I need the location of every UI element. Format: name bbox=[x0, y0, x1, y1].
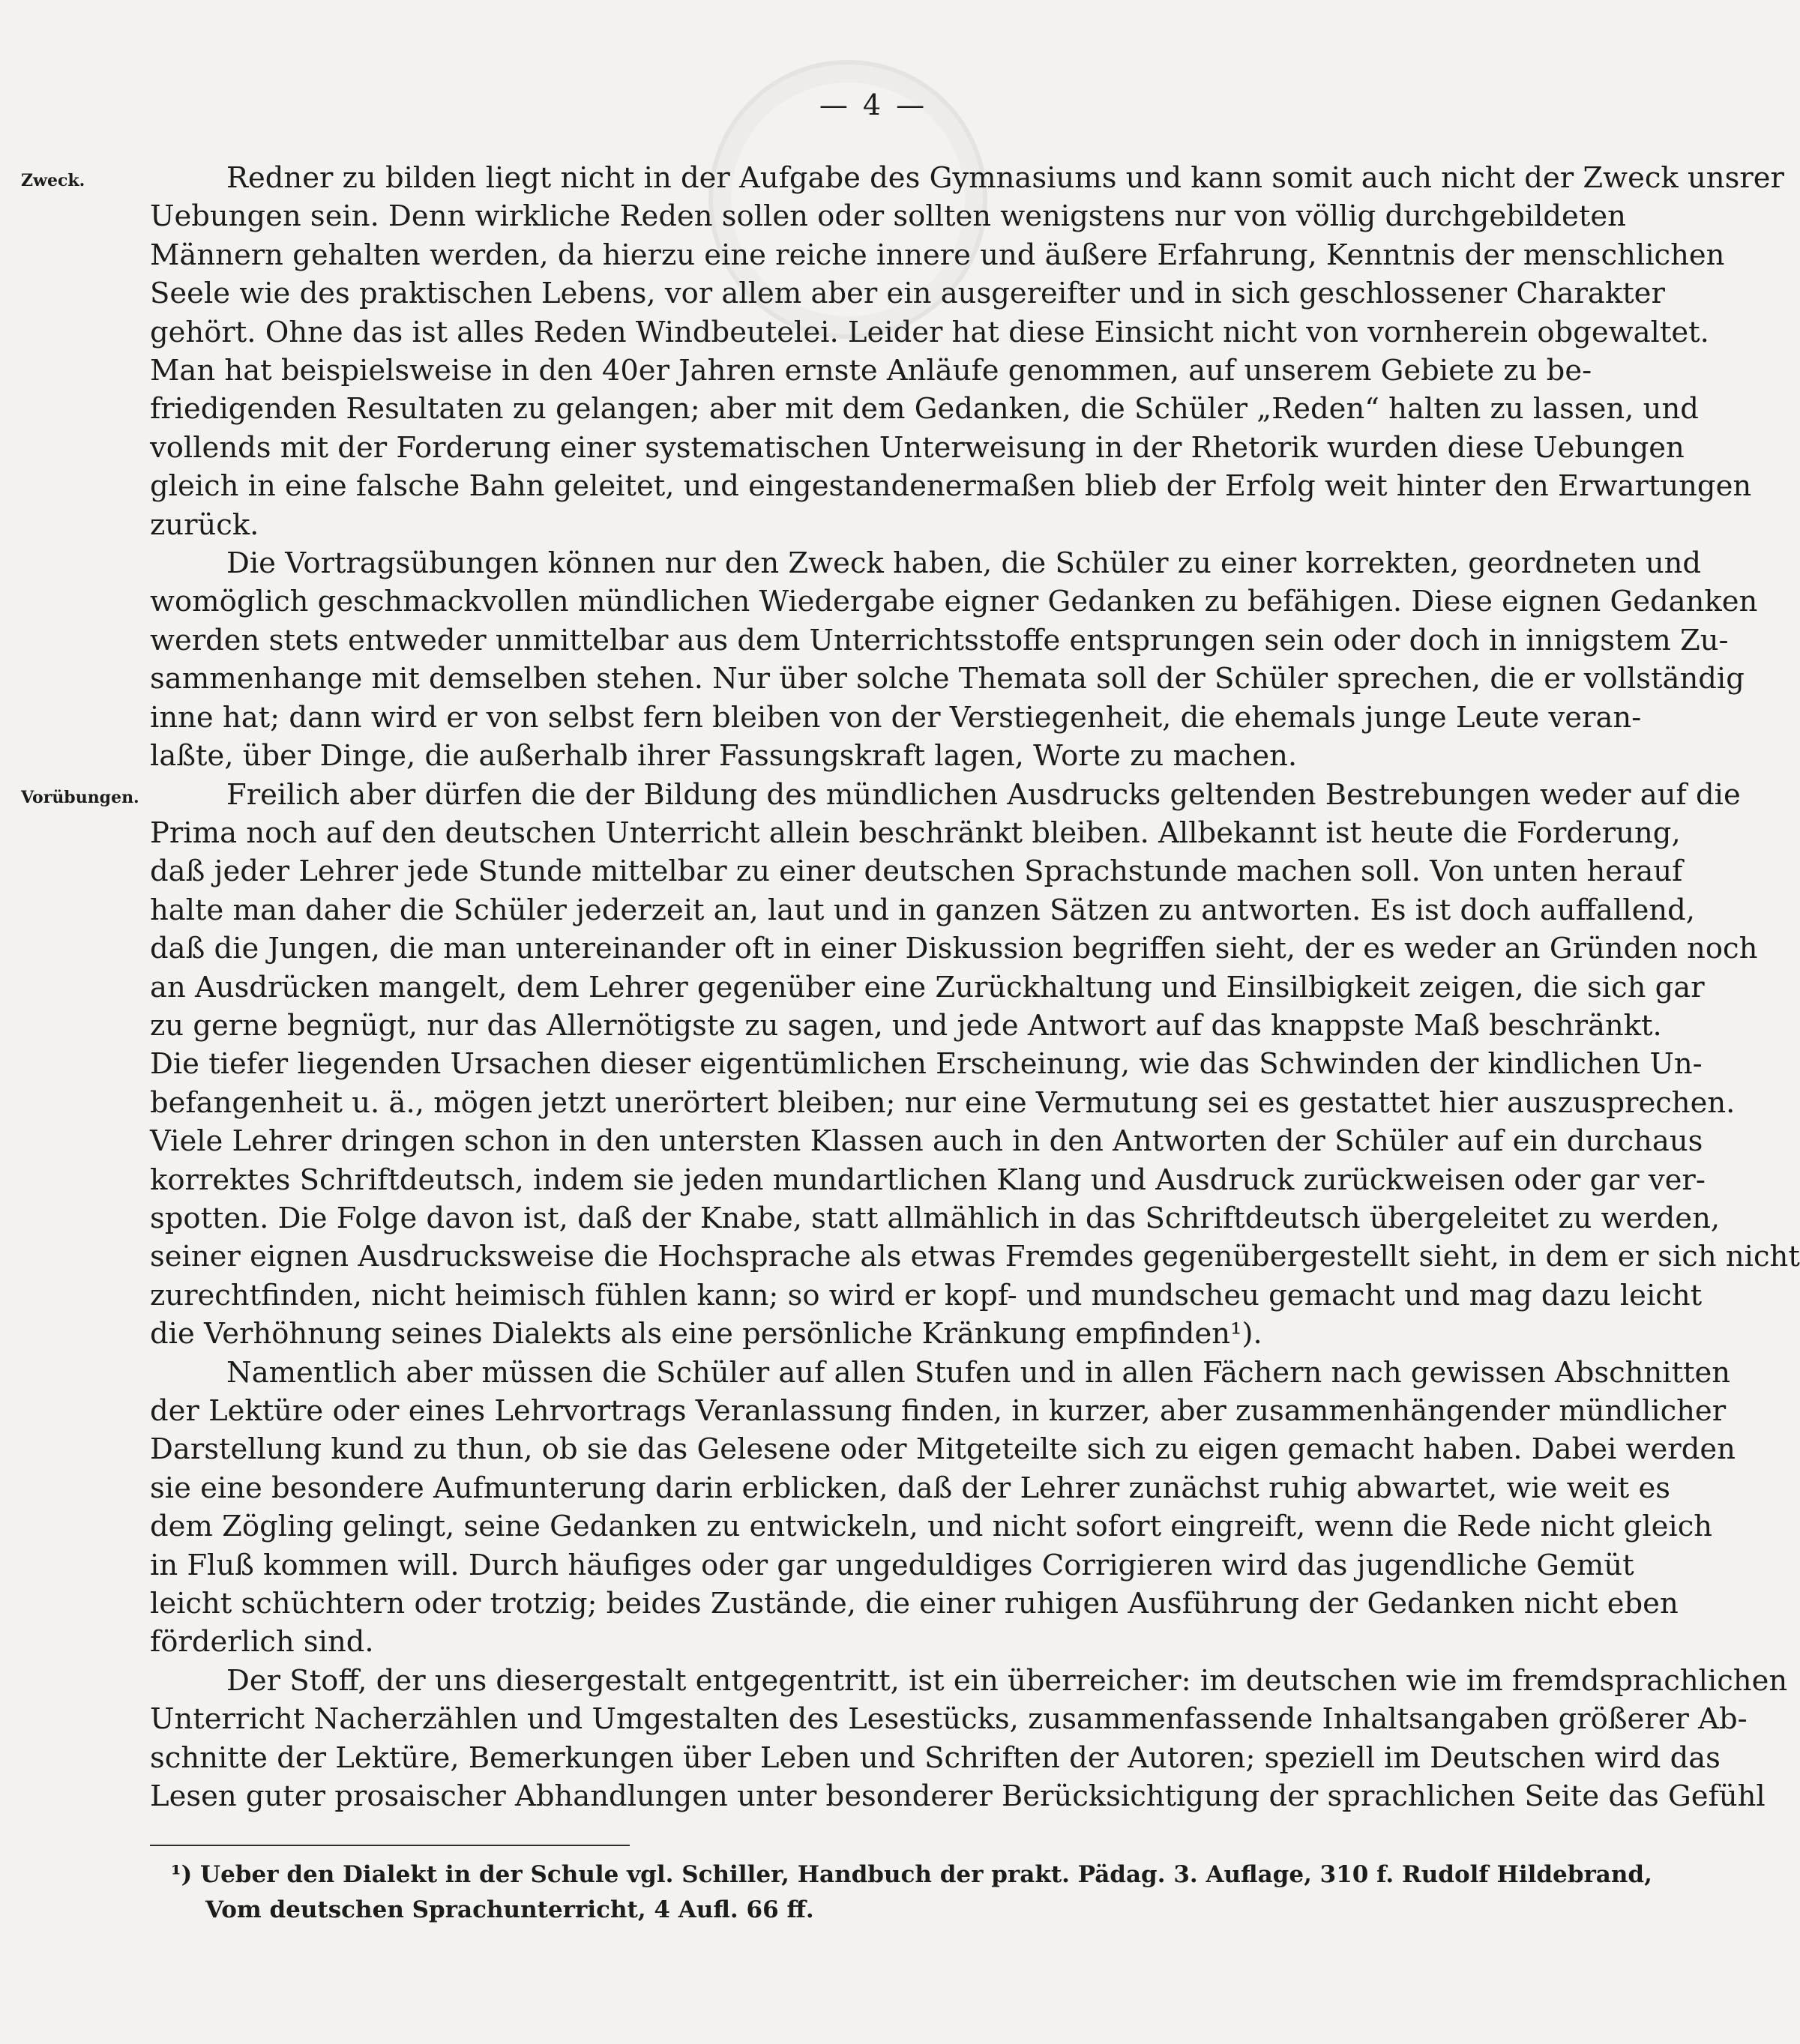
text-line: die Verhöhnung seines Dialekts als eine persönliche Kränkung empfinden¹). bbox=[150, 1317, 1262, 1351]
text-line: zu gerne begnügt, nur das Allernötigste zu sagen, und jede Antwort auf das knappste Maß beschränkt. bbox=[150, 1008, 1662, 1043]
text-line: zurechtfinden, nicht heimisch fühlen kann; so wird er kopf- und mundscheu gemacht und mag dazu leicht bbox=[150, 1278, 1703, 1312]
paragraph bbox=[150, 1662, 1788, 1816]
text-line: daß die Jungen, die man untereinander oft in einer Diskussion begriffen sieht, der es weder an Gründen noch bbox=[150, 932, 1758, 966]
text-line: an Ausdrücken mangelt, dem Lehrer gegenüber eine Zurückhaltung und Einsilbigkeit zeigen, die sich gar bbox=[150, 970, 1705, 1004]
margin-note-zweck: Zweck. bbox=[21, 171, 85, 190]
text-line: Viele Lehrer dringen schon in den untersten Klassen auch in den Antworten der Schüler auf ein durchaus bbox=[150, 1124, 1703, 1159]
text-line: friedigenden Resultaten zu gelangen; aber mit dem Gedanken, die Schüler „Reden“ halten zu lassen, und bbox=[150, 392, 1699, 426]
text-line: gehört. Ohne das ist alles Reden Windbeutelei. Leider hat diese Einsicht nicht von vornherein obgewaltet. bbox=[150, 315, 1709, 349]
text-line: leicht schüchtern oder trotzig; beides Zustände, die einer ruhigen Ausführung der Gedanken nicht eben bbox=[150, 1587, 1679, 1621]
text-line: Uebungen sein. Denn wirkliche Reden sollen oder sollten wenigstens nur von völlig durchgebildeten bbox=[150, 199, 1626, 234]
footnote bbox=[171, 1857, 1652, 1928]
text-line: laßte, über Dinge, die außerhalb ihrer Fassungskraft lagen, Worte zu machen. bbox=[150, 739, 1298, 774]
text-line: womöglich geschmackvollen mündlichen Wiedergabe eigner Gedanken zu befähigen. Diese eignen Gedanken bbox=[150, 585, 1758, 619]
text-line: sie eine besondere Aufmunterung darin erblicken, daß der Lehrer zunächst ruhig abwartet, wie weit es bbox=[150, 1471, 1671, 1505]
text-line: Die tiefer liegenden Ursachen dieser eigentümlichen Erscheinung, wie das Schwinden der kindlichen Un- bbox=[150, 1047, 1703, 1082]
footnote-rule bbox=[150, 1845, 630, 1846]
footnote-line: ¹) Ueber den Dialekt in der Schule vgl. Schiller, Handbuch der prakt. Pädag. 3. Auflage, 310 f. Rudolf Hildebrand, bbox=[171, 1861, 1652, 1888]
text-line: Namentlich aber müssen die Schüler auf allen Stufen und in allen Fächern nach gewissen Abschnitten bbox=[226, 1355, 1731, 1390]
text-line: Unterricht Nacherzählen und Umgestalten des Lesestücks, zusammenfassende Inhaltsangaben größerer Ab- bbox=[150, 1702, 1748, 1737]
text-line: Darstellung kund zu thun, ob sie das Gelesene oder Mitgeteilte sich zu eigen gemacht haben. Dabei werden bbox=[150, 1432, 1736, 1467]
text-line: inne hat; dann wird er von selbst fern bleiben von der Verstiegenheit, die ehemals junge Leute veran- bbox=[150, 700, 1642, 735]
text-line: daß jeder Lehrer jede Stunde mittelbar zu einer deutschen Sprachstunde machen soll. Von unten herauf bbox=[150, 854, 1683, 889]
body-text bbox=[150, 159, 1800, 1815]
text-line: der Lektüre oder eines Lehrvortrags Veranlassung finden, in kurzer, aber zusammenhängender mündlicher bbox=[150, 1394, 1727, 1428]
page-number: — 4 — bbox=[819, 88, 928, 121]
text-line: sammenhange mit demselben stehen. Nur über solche Themata soll der Schüler sprechen, die er vollständig bbox=[150, 662, 1745, 696]
text-line: gleich in eine falsche Bahn geleitet, und eingestandenermaßen blieb der Erfolg weit hinter den Erwartungen bbox=[150, 469, 1752, 504]
text-line: spotten. Die Folge davon ist, daß der Knabe, statt allmählich in das Schriftdeutsch übergeleitet zu werden, bbox=[150, 1201, 1721, 1235]
text-line: Seele wie des praktischen Lebens, vor allem aber ein ausgereifter und in sich geschlossener Charakter bbox=[150, 277, 1665, 311]
text-line: Prima noch auf den deutschen Unterricht allein beschränkt bleiben. Allbekannt ist heute die Forderung, bbox=[150, 816, 1681, 850]
text-line: schnitte der Lektüre, Bemerkungen über Leben und Schriften der Autoren; speziell im Deutschen wird das bbox=[150, 1740, 1721, 1775]
paragraph bbox=[150, 1354, 1736, 1662]
text-line: halte man daher die Schüler jederzeit an, laut und in ganzen Sätzen zu antworten. Es ist doch auffallend, bbox=[150, 893, 1696, 927]
text-line: vollends mit der Forderung einer systematischen Unterweisung in der Rhetorik wurden diese Uebungen bbox=[150, 430, 1685, 465]
footnote-line: Vom deutschen Sprachunterricht, 4 Aufl. 66 ff. bbox=[205, 1896, 814, 1923]
text-line: Der Stoff, der uns diesergestalt entgegentritt, ist ein überreicher: im deutschen wie im fremdsprachlichen bbox=[226, 1663, 1788, 1698]
text-line: Lesen guter prosaischer Abhandlungen unter besonderer Berücksichtigung der sprachlichen Seite das Gefühl bbox=[150, 1779, 1766, 1814]
paragraph bbox=[150, 544, 1758, 775]
text-line: Die Vortragsübungen können nur den Zweck haben, die Schüler zu einer korrekten, geordneten und bbox=[226, 546, 1702, 581]
margin-note-voruebungen: Vorübungen. bbox=[21, 788, 139, 807]
paragraph bbox=[150, 159, 1784, 544]
text-line: dem Zögling gelingt, seine Gedanken zu entwickeln, und nicht sofort eingreift, wenn die Rede nicht gleich bbox=[150, 1510, 1713, 1544]
paragraph bbox=[150, 776, 1800, 1354]
text-line: Freilich aber dürfen die der Bildung des mündlichen Ausdrucks geltenden Bestrebungen weder auf die bbox=[226, 777, 1741, 812]
text-line: Redner zu bilden liegt nicht in der Aufgabe des Gymnasiums und kann somit auch nicht der Zweck unsrer bbox=[226, 161, 1784, 195]
text-line: befangenheit u. ä., mögen jetzt unerörtert bleiben; nur eine Vermutung sei es gestattet hier auszusprechen. bbox=[150, 1085, 1736, 1120]
text-line: in Fluß kommen will. Durch häufiges oder gar ungeduldiges Corrigieren wird das jugendliche Gemüt bbox=[150, 1548, 1634, 1582]
text-line: förderlich sind. bbox=[150, 1625, 374, 1659]
text-line: Männern gehalten werden, da hierzu eine reiche innere und äußere Erfahrung, Kenntnis der menschlichen bbox=[150, 238, 1725, 272]
text-line: seiner eignen Ausdrucksweise die Hochsprache als etwas Fremdes gegenübergestellt sieht, in dem er sich nicht bbox=[150, 1240, 1800, 1274]
text-line: Man hat beispielsweise in den 40er Jahren ernste Anläufe genommen, auf unserem Gebiete zu be- bbox=[150, 354, 1592, 388]
text-line: werden stets entweder unmittelbar aus dem Unterrichtsstoffe entsprungen sein oder doch in innigstem Zu- bbox=[150, 623, 1729, 657]
text-line: korrektes Schriftdeutsch, indem sie jeden mundartlichen Klang und Ausdruck zurückweisen oder gar ver- bbox=[150, 1163, 1706, 1197]
text-line: zurück. bbox=[150, 507, 259, 542]
